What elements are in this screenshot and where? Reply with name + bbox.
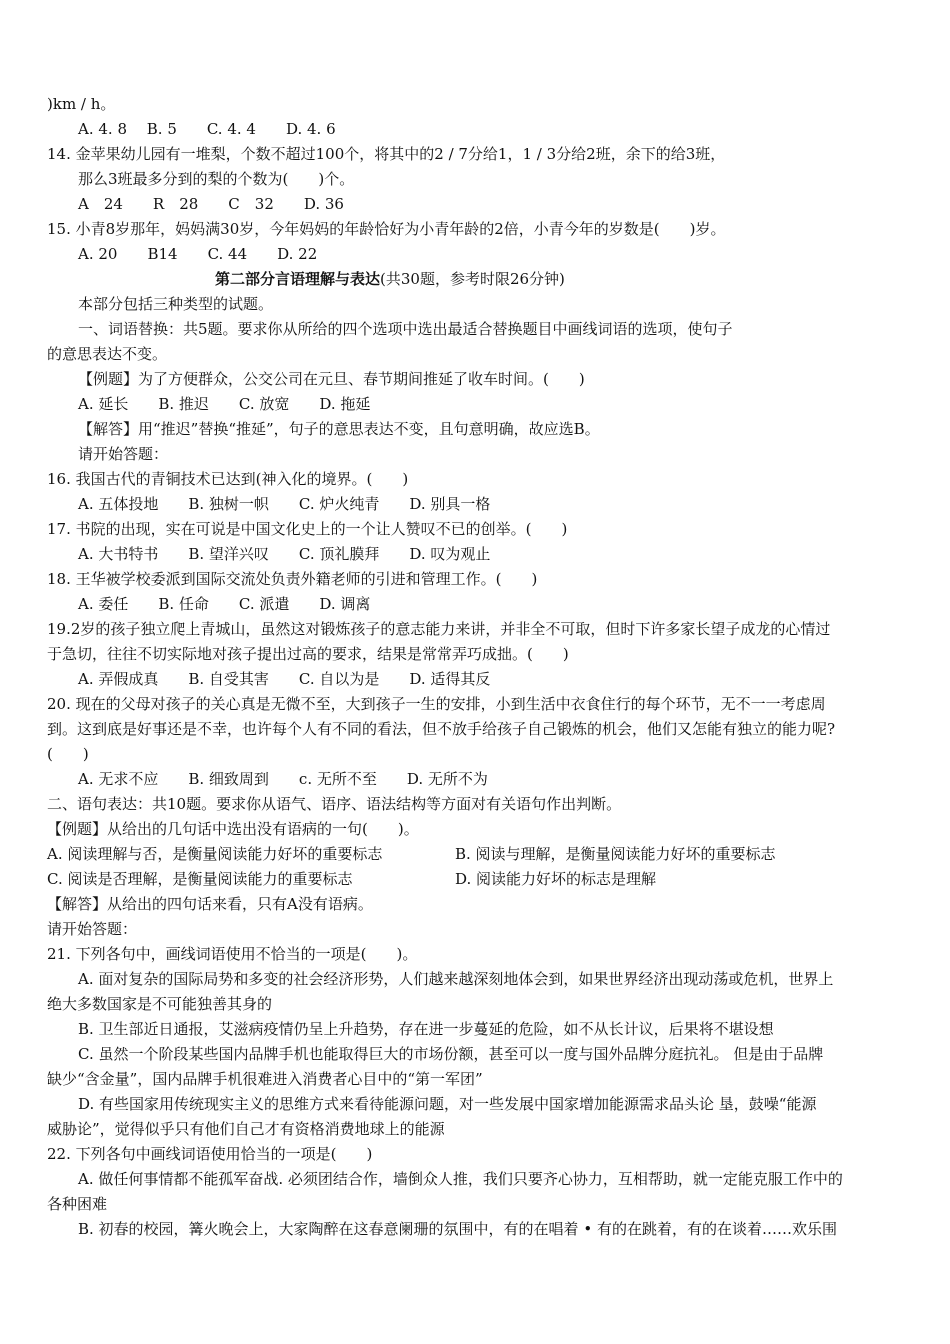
question-21: 21. 下列各句中，画线词语使用不恰当的一项是( )。 — [47, 945, 418, 963]
option-d: D. 有些国家用传统现实主义的思维方式来看待能源问题，对一些发展中国家增加能源需求品头论 垦，鼓噪“能源 — [78, 1095, 817, 1113]
question-15: 15. 小青8岁那年，妈妈满30岁，今年妈妈的年龄恰好为小青年龄的2倍，小青今年的岁数是( )岁。 — [47, 220, 726, 238]
section-title: 第二部分言语理解与表达 — [215, 270, 381, 288]
text-line: 请开始答题： — [78, 445, 169, 463]
text-line: 那么3班最多分到的梨的个数为( )个。 — [78, 170, 355, 188]
example-answer: 【解答】从给出的四句话来看，只有A没有语病。 — [47, 895, 373, 913]
text-line: 绝大多数国家是不可能独善其身的 — [47, 995, 273, 1013]
text-line: ( ) — [47, 745, 89, 763]
section-intro: 二、语句表达：共10题。要求你从语气、语序、语法结构等方面对有关语句作出判断。 — [47, 795, 622, 813]
text-line: 一、词语替换：共5题。要求你从所给的四个选项中选出最适合替换题目中画线词语的选项，使句子 — [78, 320, 733, 338]
answer-options-row — [47, 867, 352, 892]
answer-options: A. 无求不应 B. 细致周到 c. 无所不至 D. 无所不为 — [78, 770, 488, 788]
answer-options: A. 4. 8 B. 5 C. 4. 4 D. 4. 6 — [78, 120, 336, 138]
question-20: 20. 现在的父母对孩子的关心真是无微不至，大到孩子一生的安排，小到生活中衣食住行的每个环节，无不一一考虑周 — [47, 695, 826, 713]
text-line: 各种困难 — [47, 1195, 108, 1213]
answer-options: A. 大书特书 B. 望洋兴叹 C. 顶礼膜拜 D. 叹为观止 — [78, 545, 491, 563]
answer-options: A. 20 B14 C. 44 D. 22 — [78, 245, 318, 263]
text-line: 威胁论”，觉得似乎只有他们自己才有资格消费地球上的能源 — [47, 1120, 445, 1138]
text-line: )km / h。 — [47, 95, 116, 113]
option-a: A. 做任何事情都不能孤军奋战. 必须团结合作，墙倒众人推，我们只要齐心协力，互相帮助，就一定能克服工作中的 — [78, 1170, 843, 1188]
question-17: 17. 书院的出现，实在可说是中国文化史上的一个让人赞叹不已的创举。( ) — [47, 520, 568, 538]
answer-options: A 24 R 28 C 32 D. 36 — [78, 195, 344, 213]
question-16: 16. 我国古代的青铜技术已达到(神入化的境界。( ) — [47, 470, 409, 488]
option-c: C. 虽然一个阶段某些国内品牌手机也能取得巨大的市场份额，甚至可以一度与国外品牌分庭抗礼。 但是由于品牌 — [78, 1045, 824, 1063]
text-line: 缺少“含金量”，国内品牌手机很难进入消费者心目中的“第一军团” — [47, 1070, 483, 1088]
question-19: 19.2岁的孩子独立爬上青城山，虽然这对锻炼孩子的意志能力来讲，并非全不可取，但时下许多家长望子成龙的心情过 — [47, 620, 831, 638]
example-answer: 【解答】用“推迟”替换“推延”，句子的意思表达不变，且句意明确，故应选B。 — [78, 420, 600, 438]
answer-options: A. 五体投地 B. 独树一帜 C. 炉火纯青 D. 别具一格 — [78, 495, 491, 513]
text-line: 本部分包括三种类型的试题。 — [78, 295, 274, 313]
option-b: B. 阅读与理解，是衡量阅读能力好坏的重要标志 — [455, 845, 776, 863]
answer-options: A. 延长 B. 推迟 C. 放宽 D. 拖延 — [78, 395, 371, 413]
answer-options: A. 弄假成真 B. 自受其害 C. 自以为是 D. 适得其反 — [78, 670, 491, 688]
text-line: 请开始答题： — [47, 920, 138, 938]
answer-options-row — [47, 842, 382, 867]
option-a: A. 阅读理解与否，是衡量阅读能力好坏的重要标志 — [47, 845, 383, 863]
example-question: 【例题】从给出的几句话中选出没有语病的一句( )。 — [47, 820, 419, 838]
option-b: B. 卫生部近日通报，艾滋病疫情仍呈上升趋势，存在进一步蔓延的危险，如不从长计议，后果将不堪设想 — [78, 1020, 774, 1038]
question-14: 14. 金苹果幼儿园有一堆梨，个数不超过100个，将其中的2 / 7分给1，1 / 3分给2班，余下的给3班， — [47, 145, 726, 163]
answer-options: A. 委任 B. 任命 C. 派遣 D. 调离 — [78, 595, 371, 613]
section-heading — [215, 267, 565, 292]
question-18: 18. 王华被学校委派到国际交流处负责外籍老师的引进和管理工作。( ) — [47, 570, 538, 588]
example-question: 【例题】为了方便群众，公交公司在元旦、春节期间推延了收车时间。( ) — [78, 370, 585, 388]
option-a: A. 面对复杂的国际局势和多变的社会经济形势，人们越来越深刻地体会到，如果世界经济出现动荡或危机，世界上 — [78, 970, 834, 988]
text-line: 于急切，往往不切实际地对孩子提出过高的要求，结果是常常弄巧成拙。( ) — [47, 645, 569, 663]
section-note: (共30题，参考时限26分钟) — [380, 270, 565, 288]
option-b: B. 初春的校园，篝火晚会上，大家陶醉在这春意阑珊的氛围中，有的在唱着 • 有的在跳着，有的在谈着……欢乐围 — [78, 1220, 837, 1238]
text-line: 的意思表达不变。 — [47, 345, 168, 363]
option-c: C. 阅读是否理解，是衡量阅读能力的重要标志 — [47, 870, 353, 888]
text-line: 到。这到底是好事还是不幸，也许每个人有不同的看法，但不放手给孩子自己锻炼的机会，他们又怎能有独立的能力呢? — [47, 720, 836, 738]
question-22: 22. 下列各句中画线词语使用恰当的一项是( ) — [47, 1145, 373, 1163]
option-d: D. 阅读能力好坏的标志是理解 — [455, 870, 657, 888]
